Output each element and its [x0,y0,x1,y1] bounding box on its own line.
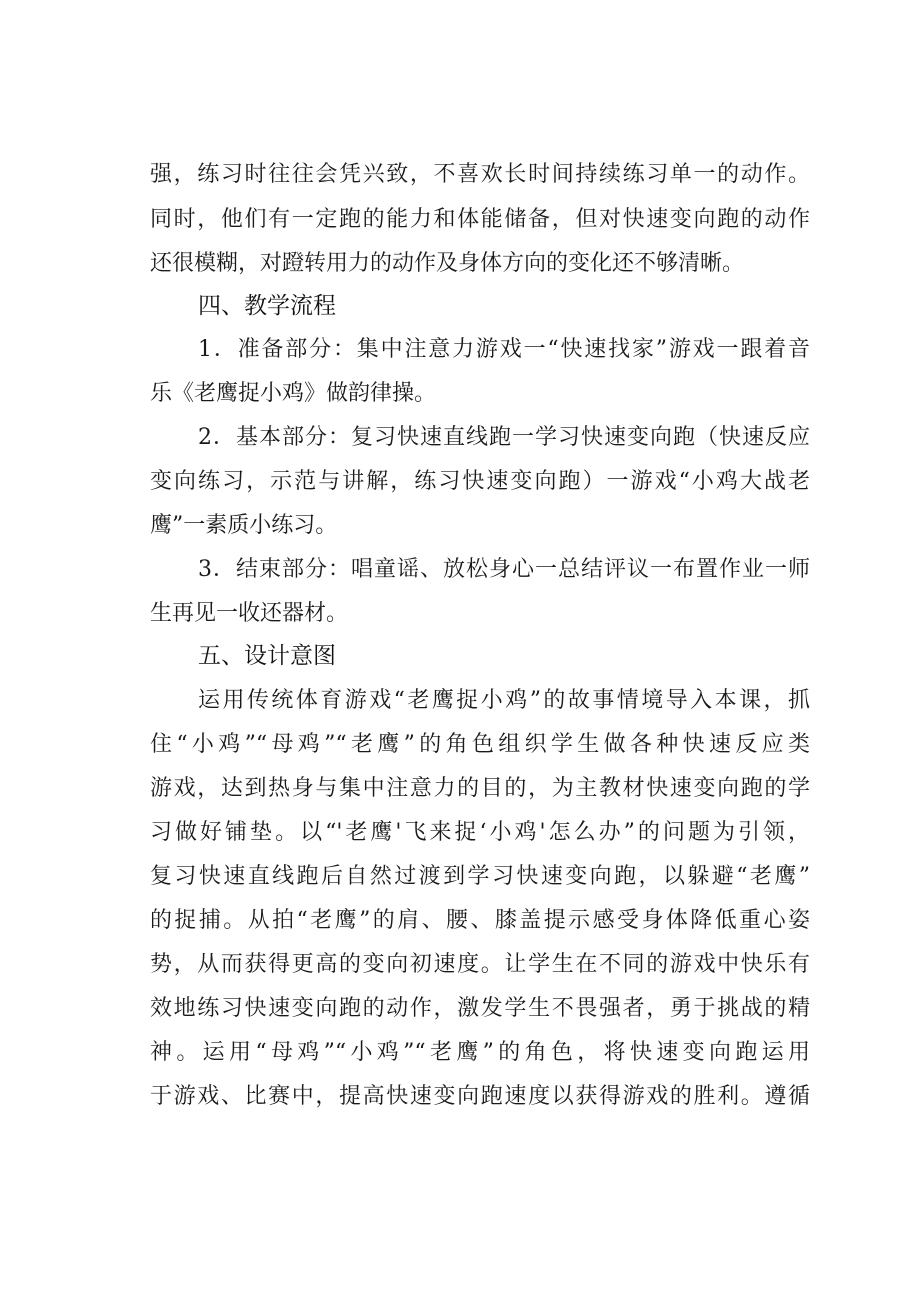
list-item-line: 乐《老鹰捉小鸡》做韵律操。 [150,381,437,406]
paragraph-line: 强，练习时往往会凭兴致，不喜欢长时间持续练习单一的动作。 [150,162,810,187]
paragraph-line: 神。运用“母鸡”“小鸡”“老鹰”的角色，将快速变向跑运用 [150,1040,810,1065]
paragraph-line: 游戏，达到热身与集中注意力的目的，为主教材快速变向跑的学 [150,776,810,801]
list-item-line: 3．结束部分：唱童谣、放松身心一总结评议一布置作业一师 [198,557,810,582]
paragraph-line: 还很模糊，对蹬转用力的动作及身体方向的变化还不够清晰。 [150,251,745,276]
paragraph-line: 复习快速直线跑后自然过渡到学习快速变向跑，以躲避“老鹰” [150,864,810,889]
paragraph-line: 效地练习快速变向跑的动作，激发学生不畏强者，勇于挑战的精 [150,996,810,1021]
paragraph-line: 于游戏、比赛中，提高快速变向跑速度以获得游戏的胜利。遵循 [150,1084,810,1109]
list-item-line: 2．基本部分：复习快速直线跑一学习快速变向跑（快速反应 [198,425,810,450]
list-item-line: 变向练习，示范与讲解，练习快速变向跑）一游戏“小鸡大战老 [150,469,810,494]
paragraph-line: 运用传统体育游戏“老鹰捉小鸡”的故事情境导入本课，抓 [198,688,810,713]
paragraph-line: 习做好铺垫。以“'老鹰'飞来捉‘小鸡'怎么办”的问题为引领， [150,820,810,845]
paragraph-line: 的捉捕。从拍“老鹰”的肩、腰、膝盖提示感受身体降低重心姿 [150,908,810,933]
section-heading: 四、教学流程 [198,293,336,319]
list-item-line: 鹰”一素质小练习。 [150,513,338,538]
list-item-line: 1．准备部分：集中注意力游戏一“快速找家”游戏一跟着音 [198,337,810,362]
paragraph-line: 势，从而获得更高的变向初速度。让学生在不同的游戏中快乐有 [150,952,810,977]
paragraph-line: 同时，他们有一定跑的能力和体能储备，但对快速变向跑的动作 [150,207,810,232]
list-item-line: 生再见一收还器材。 [150,601,349,626]
section-heading: 五、设计意图 [198,643,336,669]
paragraph-line: 住“小鸡”“母鸡”“老鹰”的角色组织学生做各种快速反应类 [150,732,810,757]
